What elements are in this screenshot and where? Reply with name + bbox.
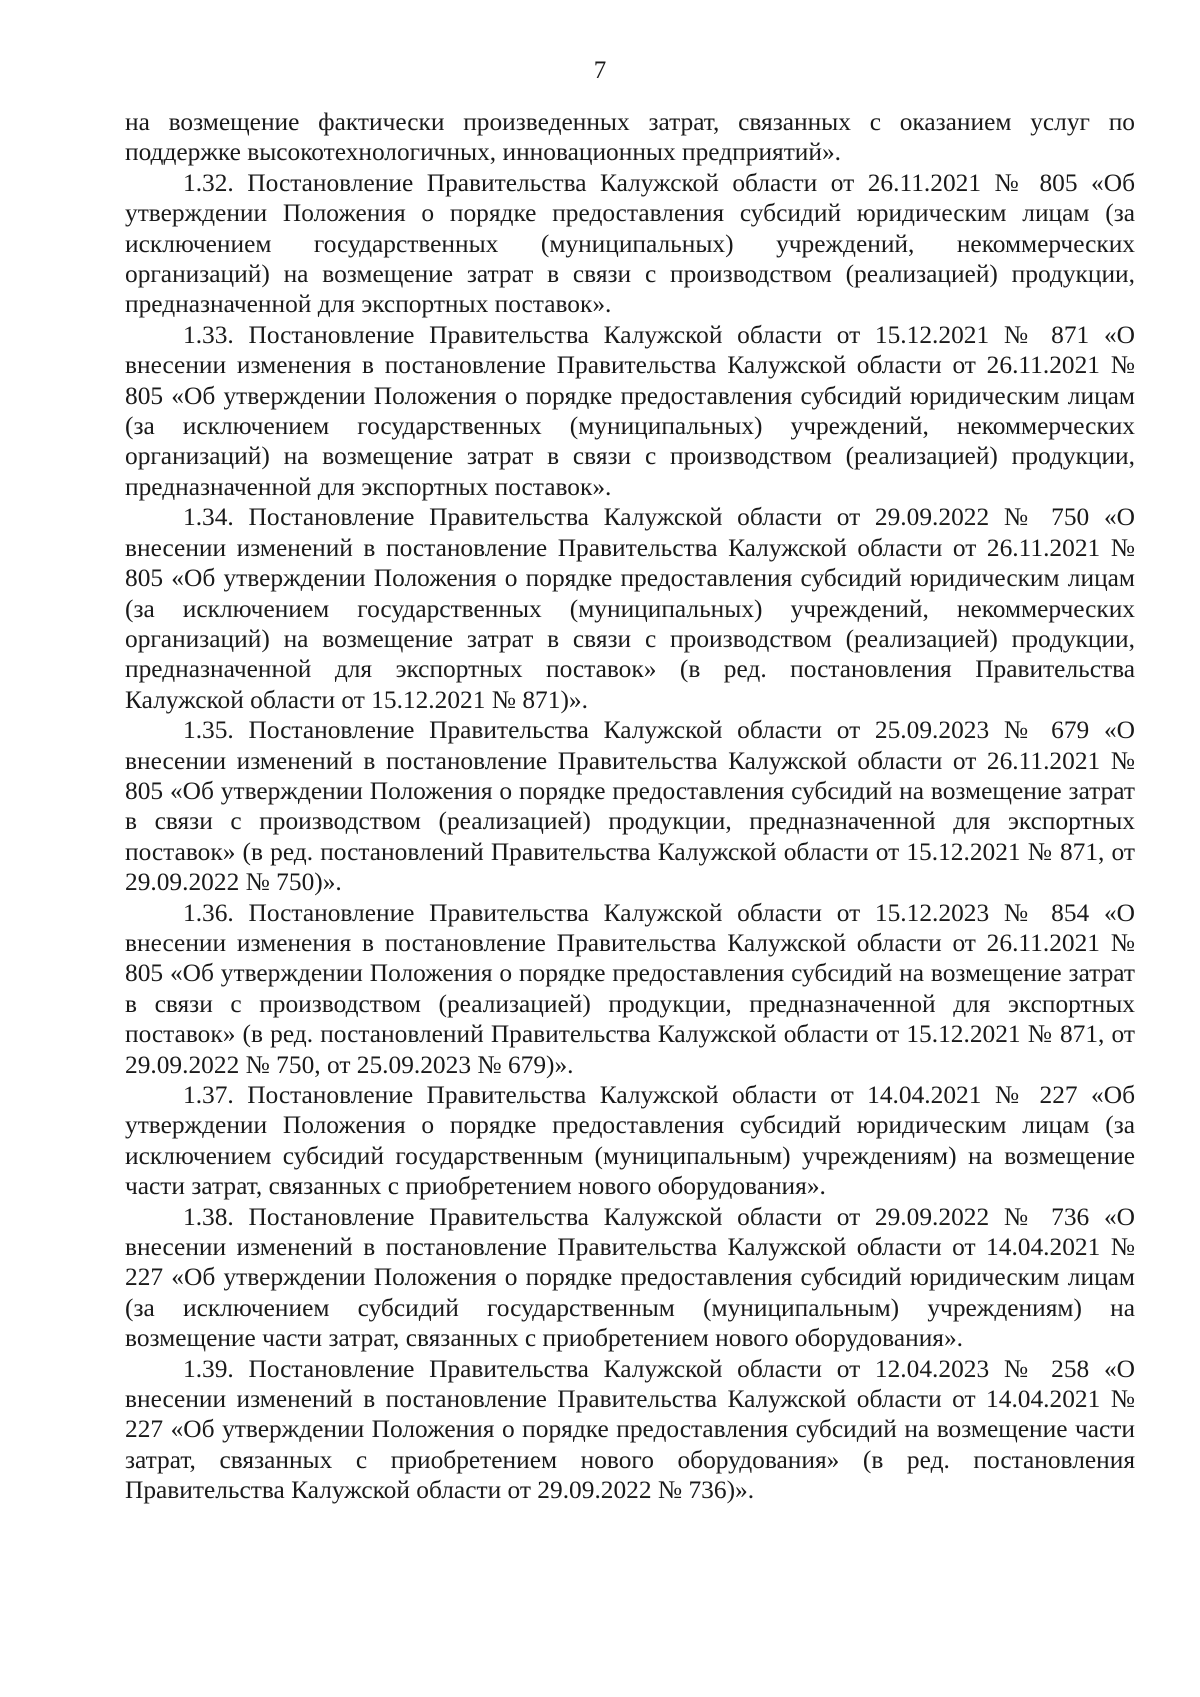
paragraph-1-33: 1.33. Постановление Правительства Калужской области от 15.12.2021 № 871 «О внесении изменения в постановление Правительства Калужской области от 26.11.2021 № 805 «Об утверждении Положения о порядке предоставления субсидий юридическим лицам (за исключением государственных (муниципальных) учреждений, некоммерческих организаций) на возмещение затрат в связи с производством (реализацией) продукции, предназначенной для экспортных поставок». bbox=[125, 320, 1135, 501]
page-number: 7 bbox=[593, 57, 607, 84]
document-body bbox=[125, 107, 1135, 1506]
paragraph-continuation: на возмещение фактически произведенных затрат, связанных с оказанием услуг по поддержке высокотехнологичных, инновационных предприятий». bbox=[125, 108, 1135, 167]
paragraph-1-34: 1.34. Постановление Правительства Калужской области от 29.09.2022 № 750 «О внесении изменений в постановление Правительства Калужской области от 26.11.2021 № 805 «Об утверждении Положения о порядке предоставления субсидий юридическим лицам (за исключением государственных (муниципальных) учреждений, некоммерческих организаций) на возмещение затрат в связи с производством (реализацией) продукции, предназначенной для экспортных поставок» (в ред. постановления Правительства Калужской области от 15.12.2021 № 871)». bbox=[125, 503, 1135, 714]
paragraph-1-38: 1.38. Постановление Правительства Калужской области от 29.09.2022 № 736 «О внесении изменений в постановление Правительства Калужской области от 14.04.2021 № 227 «Об утверждении Положения о порядке предоставления субсидий юридическим лицам (за исключением субсидий государственным (муниципальным) учреждениям) на возмещение части затрат, связанных с приобретением нового оборудования». bbox=[125, 1202, 1135, 1353]
paragraph-1-36: 1.36. Постановление Правительства Калужской области от 15.12.2023 № 854 «О внесении изменения в постановление Правительства Калужской области от 26.11.2021 № 805 «Об утверждении Положения о порядке предоставления субсидий на возмещение затрат в связи с производством (реализацией) продукции, предназначенной для экспортных поставок» (в ред. постановлений Правительства Калужской области от 15.12.2021 № 871, от 29.09.2022 № 750, от 25.09.2023 № 679)». bbox=[125, 898, 1135, 1079]
paragraph-1-32: 1.32. Постановление Правительства Калужской области от 26.11.2021 № 805 «Об утверждении Положения о порядке предоставления субсидий юридическим лицам (за исключением государственных (муниципальных) учреждений, некоммерческих организаций) на возмещение затрат в связи с производством (реализацией) продукции, предназначенной для экспортных поставок». bbox=[125, 168, 1135, 319]
paragraph-1-37: 1.37. Постановление Правительства Калужской области от 14.04.2021 № 227 «Об утверждении Положения о порядке предоставления субсидий юридическим лицам (за исключением субсидий государственным (муниципальным) учреждениям) на возмещение части затрат, связанных с приобретением нового оборудования». bbox=[125, 1081, 1135, 1201]
paragraph-1-35: 1.35. Постановление Правительства Калужской области от 25.09.2023 № 679 «О внесении изменений в постановление Правительства Калужской области от 26.11.2021 № 805 «Об утверждении Положения о порядке предоставления субсидий на возмещение затрат в связи с производством (реализацией) продукции, предназначенной для экспортных поставок» (в ред. постановлений Правительства Калужской области от 15.12.2021 № 871, от 29.09.2022 № 750)». bbox=[125, 716, 1135, 897]
paragraph-1-39: 1.39. Постановление Правительства Калужской области от 12.04.2023 № 258 «О внесении изменений в постановление Правительства Калужской области от 14.04.2021 № 227 «Об утверждении Положения о порядке предоставления субсидий на возмещение части затрат, связанных с приобретением нового оборудования» (в ред. постановления Правительства Калужской области от 29.09.2022 № 736)». bbox=[125, 1354, 1135, 1505]
